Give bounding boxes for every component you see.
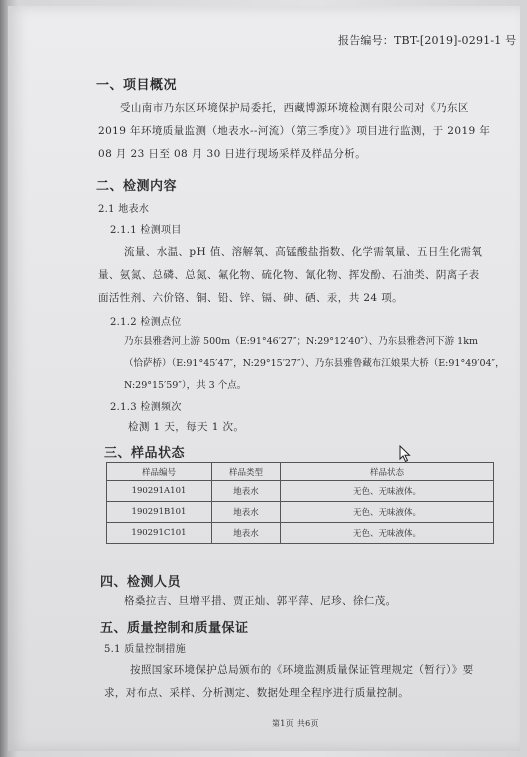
personnel-names: 格桑拉吉、旦增平措、贾正灿、郭平萍、尼珍、徐仁茂。 xyxy=(124,595,397,607)
sec1-line-1: 受山南市乃东区环境保护局委托，西藏博源环境检测有限公司对《乃东区 xyxy=(120,102,469,114)
sample-table xyxy=(106,462,494,544)
items-line-2: 量、氨氮、总磷、总氮、氟化物、硫化物、氰化物、挥发酚、石油类、阴离子表 xyxy=(98,269,480,281)
section-2-title: 二、检测内容 xyxy=(96,179,178,194)
col-header-sample-no: 样品编号 xyxy=(107,463,212,481)
table-row xyxy=(107,502,494,523)
items-line-3: 面活性剂、六价铬、铜、铅、锌、镉、砷、硒、汞，共 24 项。 xyxy=(98,292,404,304)
subsection-2-1-2: 2.1.2 检测点位 xyxy=(110,317,182,328)
cell-sample-type: 地表水 xyxy=(212,481,281,502)
frequency-text: 检测 1 天，每天 1 次。 xyxy=(128,421,245,433)
page-footer: 第1页 共6页 xyxy=(272,719,319,728)
subsection-2-1-1: 2.1.1 检测项目 xyxy=(110,225,182,236)
subsection-2-1-3: 2.1.3 检测频次 xyxy=(110,402,182,413)
section-4-title: 四、检测人员 xyxy=(100,575,182,590)
document-page xyxy=(8,6,520,751)
cell-sample-state: 无色、无味液体。 xyxy=(281,523,494,544)
cell-sample-no: 190291C101 xyxy=(107,523,212,544)
col-header-sample-type: 样品类型 xyxy=(212,463,281,481)
section-5-title: 五、质量控制和质量保证 xyxy=(100,621,249,636)
sec1-line-2: 2019 年环境质量监测（地表水--河流）（第三季度）》项目进行监测，于 2019 年 xyxy=(98,125,491,137)
sec5-line-2: 求，对布点、采样、分析测定、数据处理全程序进行质量控制。 xyxy=(104,687,410,699)
sec5-line-1: 按照国家环境保护总局颁布的《环境监测质量保证管理规定（暂行）》要 xyxy=(130,664,474,676)
report-number: 报告编号：TBT-[2019]-0291-1 号 xyxy=(338,34,517,47)
cell-sample-no: 190291B101 xyxy=(107,502,212,523)
points-line-1: 乃东县雅砻河上游 500m（E:91°46′27″；N:29°12′40″）、乃东县雅砻河下游 1km xyxy=(124,336,478,347)
sec1-line-3: 08 月 23 日至 08 月 30 日进行现场采样及样品分析。 xyxy=(98,148,367,160)
items-line-1: 流量、水温、pH 值、溶解氧、高锰酸盐指数、化学需氧量、五日生化需氧 xyxy=(124,246,483,258)
cell-sample-state: 无色、无味液体。 xyxy=(281,502,494,523)
section-1-title: 一、项目概况 xyxy=(96,78,178,93)
table-header-row xyxy=(107,463,494,481)
cell-sample-type: 地表水 xyxy=(212,502,281,523)
cell-sample-state: 无色、无味液体。 xyxy=(281,481,494,502)
subsection-5-1: 5.1 质量控制措施 xyxy=(104,644,187,655)
table-row xyxy=(107,523,494,544)
mouse-cursor-icon xyxy=(399,445,411,463)
table-row xyxy=(107,481,494,502)
subsection-2-1: 2.1 地表水 xyxy=(98,204,150,215)
col-header-sample-state: 样品状态 xyxy=(281,463,494,481)
section-3-title: 三、样品状态 xyxy=(104,446,186,461)
cell-sample-type: 地表水 xyxy=(212,523,281,544)
cell-sample-no: 190291A101 xyxy=(107,481,212,502)
points-line-2: （恰萨桥）（E:91°45′47″，N:29°15′27″）、乃东县雅鲁藏布江娘果大桥（E:91°49′04″， xyxy=(124,358,505,369)
points-line-3: N:29°15′59″），共 3 个点。 xyxy=(124,380,247,391)
